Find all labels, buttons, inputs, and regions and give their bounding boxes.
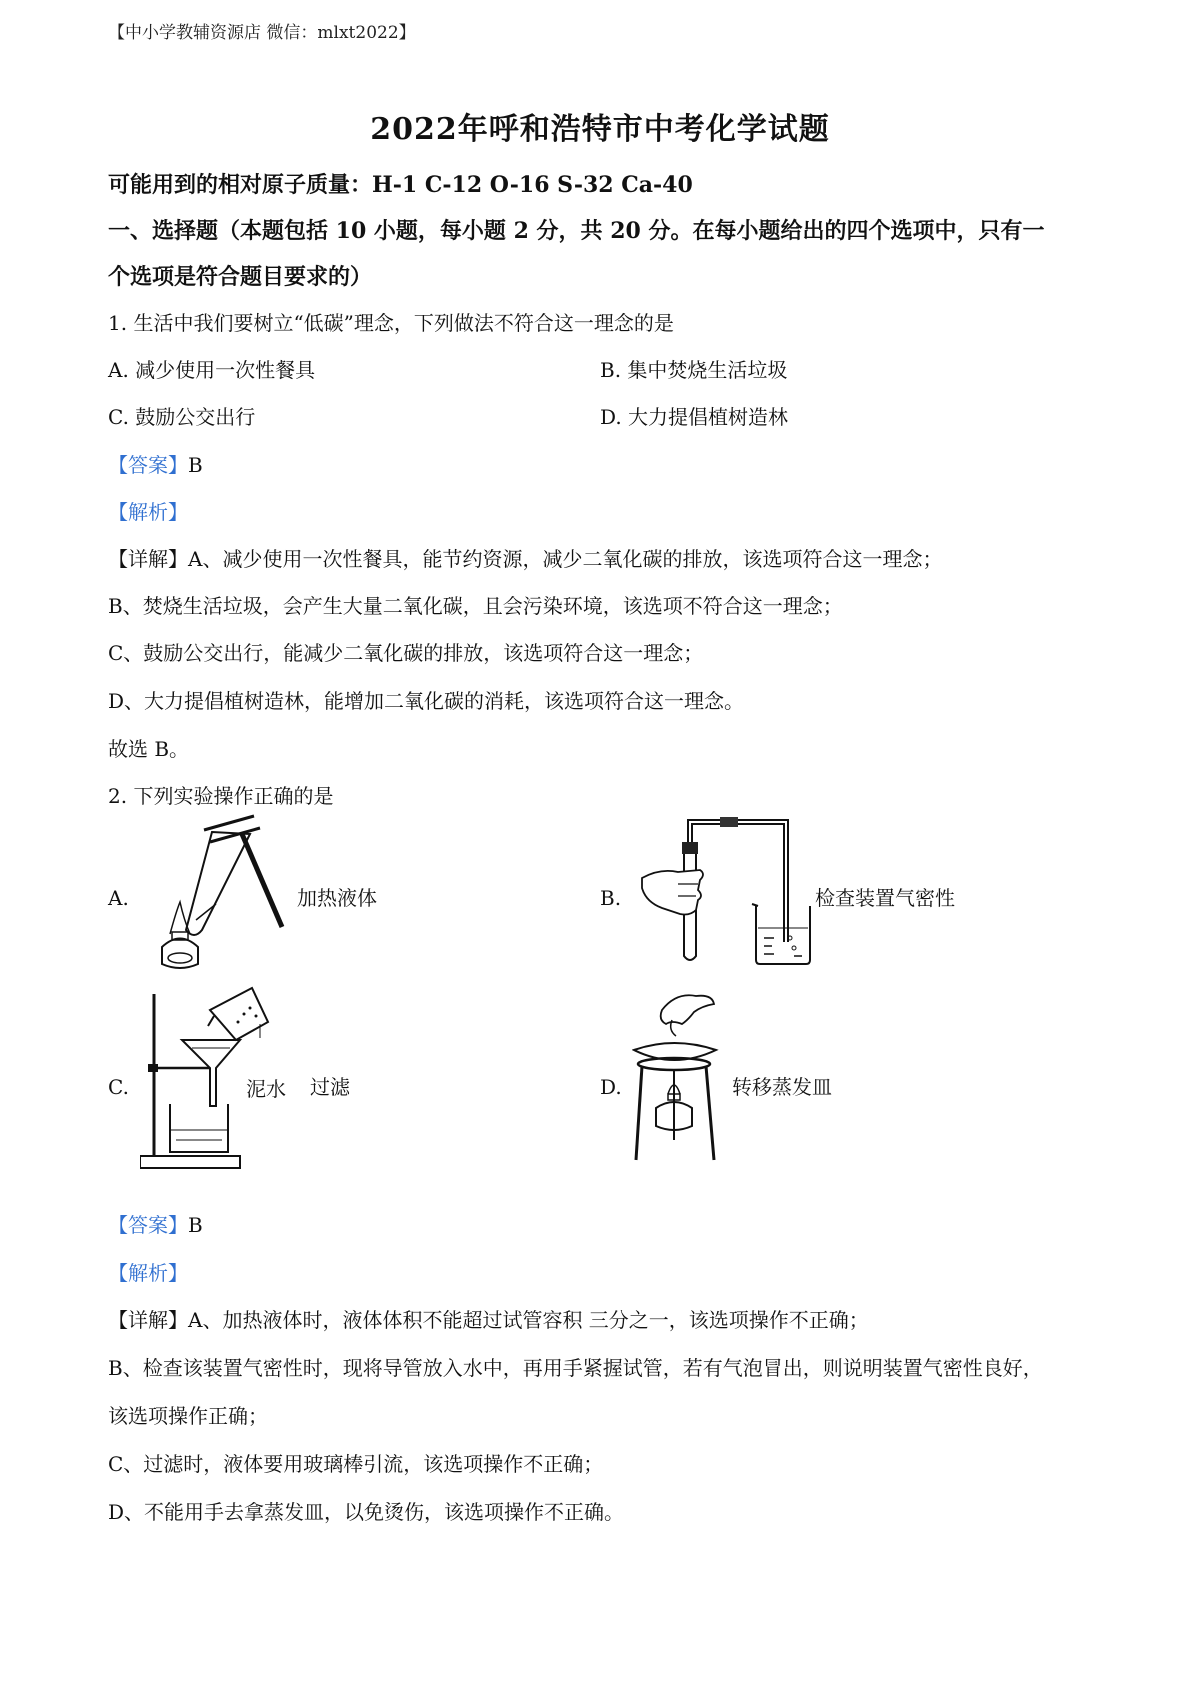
q2-option-c-caption: 过滤 <box>310 1075 350 1099</box>
q2-option-d-letter: D. <box>600 1075 622 1099</box>
q2-option-c-letter: C. <box>108 1075 129 1099</box>
exam-title: 2022年呼和浩特市中考化学试题 <box>370 112 830 147</box>
q1-detail-line-5: 故选 B。 <box>108 737 190 761</box>
q2-detail-text-1: A、加热液体时，液体体积不能超过试管容积 三分之一，该选项操作不正确； <box>188 1308 869 1332</box>
q1-option-a: A. 减少使用一次性餐具 <box>108 358 316 382</box>
q2-detail-line-1 <box>108 1307 869 1333</box>
q2-detail-line-5: D、不能用手去拿蒸发皿，以免烫伤，该选项操作不正确。 <box>108 1500 625 1524</box>
q2-detail-line-4: C、过滤时，液体要用玻璃棒引流，该选项操作不正确； <box>108 1452 604 1476</box>
q1-detail-line-1 <box>108 546 942 572</box>
q2-option-a-caption: 加热液体 <box>297 886 377 910</box>
q2-detail-line-3: 该选项操作正确； <box>108 1404 268 1428</box>
evaporating-dish-illustration <box>632 990 722 1170</box>
q1-answer-label: 【答案】 <box>108 453 188 477</box>
airtightness-check-illustration <box>632 810 812 970</box>
page-header-watermark: 【中小学教辅资源店 微信：mlxt2022】 <box>108 23 416 43</box>
q1-answer-value: B <box>188 453 203 477</box>
muddy-water-label: 泥水 <box>246 1077 286 1101</box>
q1-detail-line-2: B、焚烧生活垃圾，会产生大量二氧化碳，且会污染环境，该选项不符合这一理念； <box>108 594 843 618</box>
q2-option-d-caption: 转移蒸发皿 <box>732 1075 832 1099</box>
q2-option-b-caption: 检查装置气密性 <box>815 886 955 910</box>
q1-analysis-label: 【解析】 <box>108 500 188 524</box>
q1-option-c: C. 鼓励公交出行 <box>108 405 256 429</box>
q1-answer <box>108 452 203 478</box>
q1-option-b: B. 集中焚烧生活垃圾 <box>600 358 788 382</box>
q2-option-a-letter: A. <box>108 886 129 910</box>
q2-analysis-label: 【解析】 <box>108 1261 188 1285</box>
q1-stem: 1. 生活中我们要树立“低碳”理念，下列做法不符合这一理念的是 <box>108 311 674 335</box>
q2-stem: 2. 下列实验操作正确的是 <box>108 784 334 808</box>
q1-detail-text-1: A、减少使用一次性餐具，能节约资源，减少二氧化碳的排放，该选项符合这一理念； <box>188 547 943 571</box>
q2-option-b-letter: B. <box>600 886 622 910</box>
q1-detail-label: 【详解】 <box>108 547 188 571</box>
q2-answer <box>108 1212 203 1238</box>
q2-detail-label: 【详解】 <box>108 1308 188 1332</box>
q1-detail-line-4: D、大力提倡植树造林，能增加二氧化碳的消耗，该选项符合这一理念。 <box>108 689 745 713</box>
section-heading-line2: 个选项是符合题目要求的） <box>108 264 373 290</box>
q1-detail-line-3: C、鼓励公交出行，能减少二氧化碳的排放，该选项符合这一理念； <box>108 641 704 665</box>
q1-option-d: D. 大力提倡植树造林 <box>600 405 789 429</box>
q2-answer-label: 【答案】 <box>108 1213 188 1237</box>
q2-answer-value: B <box>188 1213 203 1237</box>
heating-liquid-illustration <box>142 812 292 972</box>
q2-detail-line-2: B、检查该装置气密性时，现将导管放入水中，再用手紧握试管，若有气泡冒出，则说明装置气密性良好， <box>108 1356 1043 1380</box>
section-heading-line1: 一、选择题（本题包括 10 小题，每小题 2 分，共 20 分。在每小题给出的四个选项中，只有一 <box>108 218 1045 244</box>
atomic-mass-line: 可能用到的相对原子质量：H-1 C-12 O-16 S-32 Ca-40 <box>108 172 693 198</box>
